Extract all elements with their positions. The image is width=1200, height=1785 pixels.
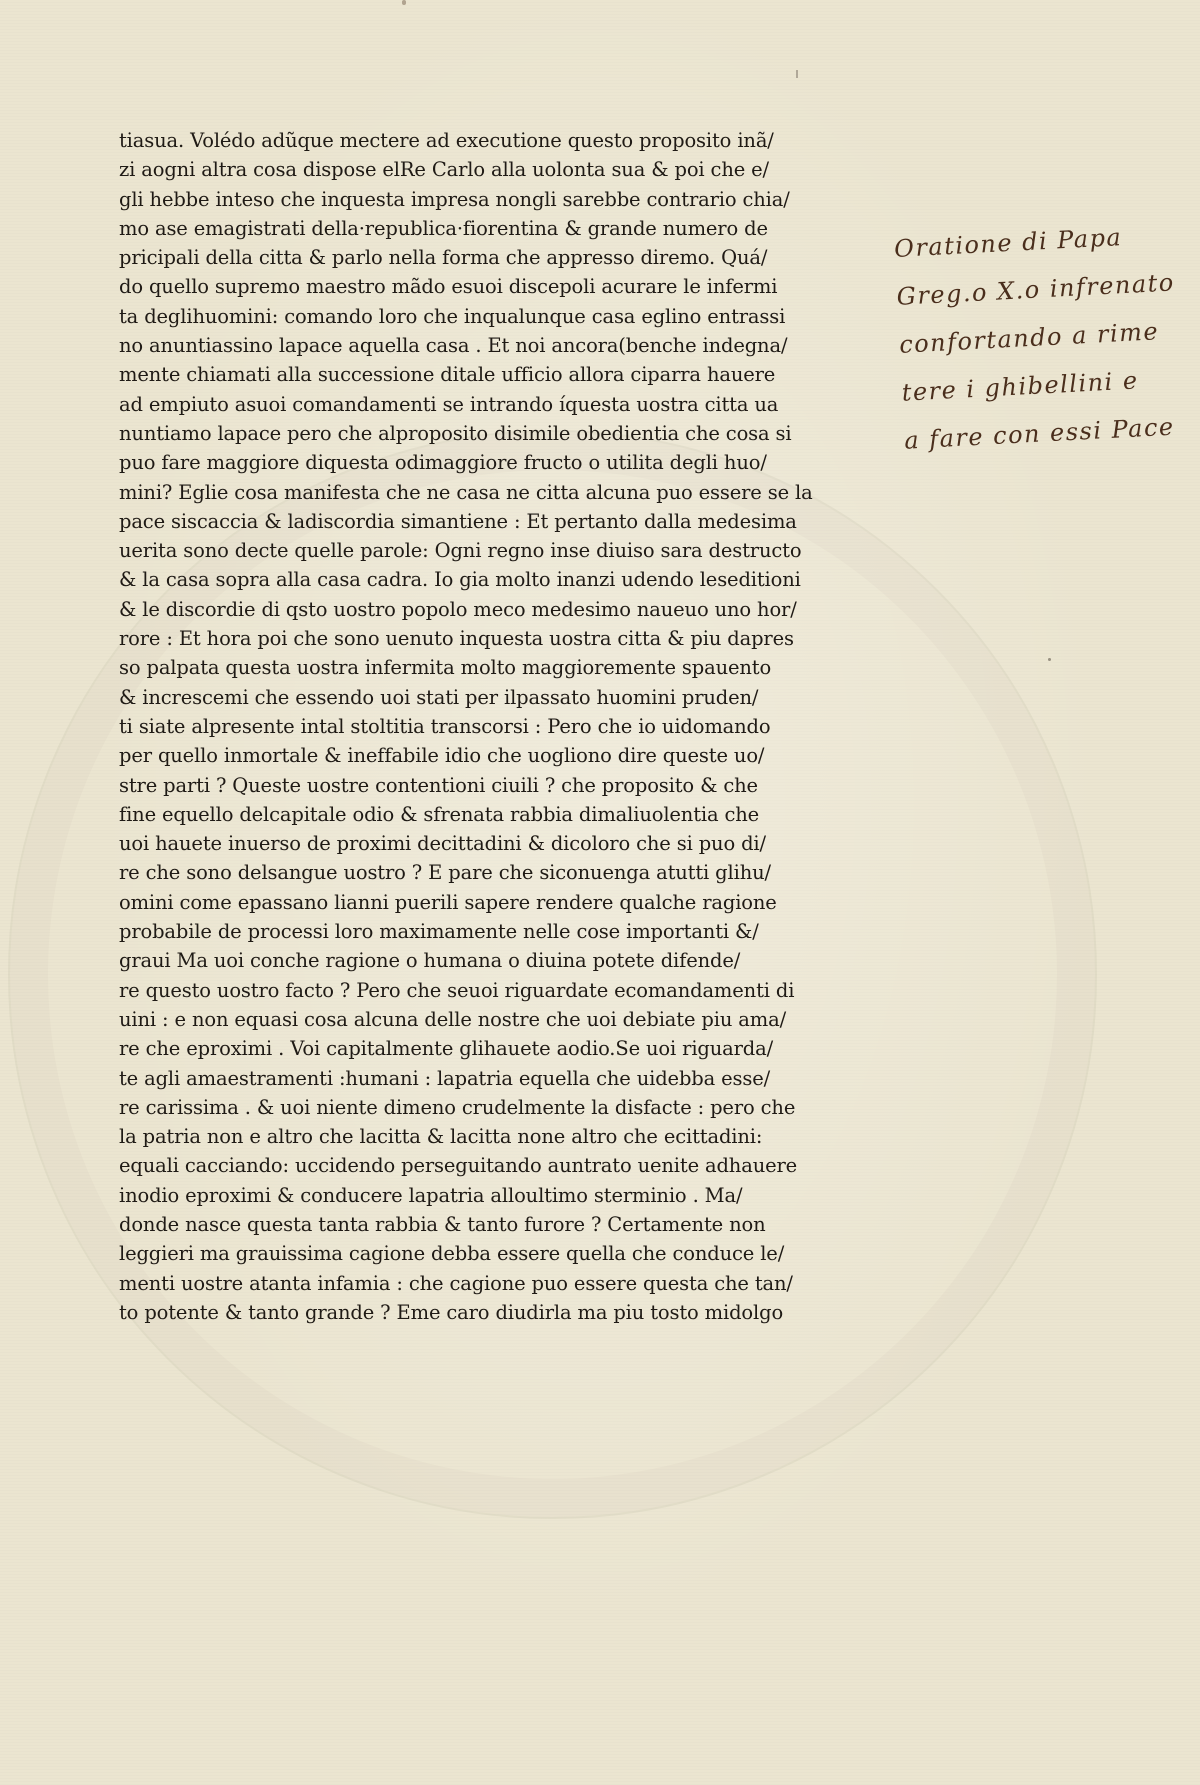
margin-note-line: a fare con essi Pace (903, 412, 1176, 455)
text-line: & le discordie di qsto uostro popolo meco medesimo naueuo uno hor/ (119, 597, 797, 621)
text-line: gli hebbe inteso che inquesta impresa nongli sarebbe contrario chia/ (119, 187, 790, 211)
text-line: graui Ma uoi conche ragione o humana o diuina potete difende/ (119, 949, 741, 973)
text-line: mo ase emagistrati della·republica·fiorentina & grande numero de (119, 216, 768, 240)
text-line: puo fare maggiore diquesta odimaggiore fructo o utilita degli huo/ (119, 451, 767, 475)
text-line: uerita sono decte quelle parole: Ogni regno inse diuiso sara destructo (119, 539, 802, 563)
text-line: pricipali della citta & parlo nella forma che appresso diremo. Quá/ (119, 246, 768, 270)
text-line: ad empiuto asuoi comandamenti se intrando íquesta uostra citta ua (119, 392, 779, 416)
handwritten-margin-note (893, 209, 1200, 464)
text-line: re che sono delsangue uostro ? E pare che siconuenga atutti glihu/ (119, 861, 771, 885)
text-line: re carissima . & uoi niente dimeno crudelmente la disfacte : pero che (119, 1095, 796, 1119)
text-line: omini come epassano lianni puerili sapere rendere qualche ragione (119, 890, 777, 914)
margin-note-line: tere i ghibellini e (901, 366, 1140, 407)
text-line: do quello supremo maestro mãdo esuoi discepoli acurare le infermi (119, 275, 778, 299)
text-line: nuntiamo lapace pero che alproposito disimile obedientia che cosa si (119, 421, 792, 445)
text-line: inodio eproximi & conducere lapatria alloultimo sterminio . Ma/ (119, 1183, 743, 1207)
text-line: uoi hauete inuerso de proximi decittadini & dicoloro che si puo di/ (119, 832, 766, 856)
text-line: zi aogni altra cosa dispose elRe Carlo alla uolonta sua & poi che e/ (119, 158, 769, 182)
text-line: so palpata questa uostra infermita molto maggioremente spauento (119, 656, 772, 680)
margin-note-line: Oratione di Papa (893, 223, 1123, 263)
text-line: mente chiamati alla successione ditale ufficio allora ciparra hauere (119, 363, 776, 387)
text-line: probabile de processi loro maximamente nelle cose importanti &/ (119, 920, 759, 944)
printed-text-block (119, 126, 874, 1327)
text-line: leggieri ma grauissima cagione debba essere quella che conduce le/ (119, 1242, 785, 1266)
text-line: re questo uostro facto ? Pero che seuoi riguardate ecomandamenti di (119, 978, 795, 1002)
text-line: uini : e non equasi cosa alcuna delle nostre che uoi debiate piu ama/ (119, 1007, 786, 1031)
text-line: stre parti ? Queste uostre contentioni ciuili ? che proposito & che (119, 773, 758, 797)
paper-speck (796, 70, 798, 78)
margin-note-line: Greg.o X.o infrenato (896, 268, 1176, 311)
text-line: per quello inmortale & ineffabile idio che uogliono dire queste uo/ (119, 744, 765, 768)
text-line: te agli amaestramenti :humani : lapatria equella che uidebba esse/ (119, 1066, 771, 1090)
text-line: donde nasce questa tanta rabbia & tanto furore ? Certamente non (119, 1212, 766, 1236)
paper-speck (1048, 658, 1051, 661)
text-line: ti siate alpresente intal stoltitia transcorsi : Pero che io uidomando (119, 714, 771, 738)
text-line: to potente & tanto grande ? Eme caro diudirla ma piu tosto midolgo (119, 1300, 784, 1324)
text-line: fine equello delcapitale odio & sfrenata rabbia dimaliuolentia che (119, 802, 760, 826)
text-line: pace siscaccia & ladiscordia simantiene : Et pertanto dalla medesima (119, 509, 797, 533)
text-line: ta deglihuomini: comando loro che inqualunque casa eglino entrassi (119, 304, 786, 328)
paper-speck (402, 0, 406, 5)
text-line: & increscemi che essendo uoi stati per ilpassato huomini pruden/ (119, 685, 759, 709)
text-line: rore : Et hora poi che sono uenuto inquesta uostra citta & piu dapres (119, 627, 794, 651)
margin-note-line: confortando a rime (898, 317, 1160, 359)
text-line: & la casa sopra alla casa cadra. Io gia molto inanzi udendo leseditioni (119, 568, 801, 592)
text-line: no anuntiassino lapace aquella casa . Et noi ancora(benche indegna/ (119, 334, 788, 358)
text-line: mini? Eglie cosa manifesta che ne casa ne citta alcuna puo essere se la (119, 480, 813, 504)
text-line: re che eproximi . Voi capitalmente glihauete aodio.Se uoi riguarda/ (119, 1037, 774, 1061)
text-line: menti uostre atanta infamia : che cagione puo essere questa che tan/ (119, 1271, 793, 1295)
text-line: equali cacciando: uccidendo perseguitando auntrato uenite adhauere (119, 1154, 798, 1178)
text-line: tiasua. Volédo adũque mectere ad executione questo proposito inã/ (119, 129, 774, 152)
text-line: la patria non e altro che lacitta & lacitta none altro che ecittadini: (119, 1125, 763, 1149)
